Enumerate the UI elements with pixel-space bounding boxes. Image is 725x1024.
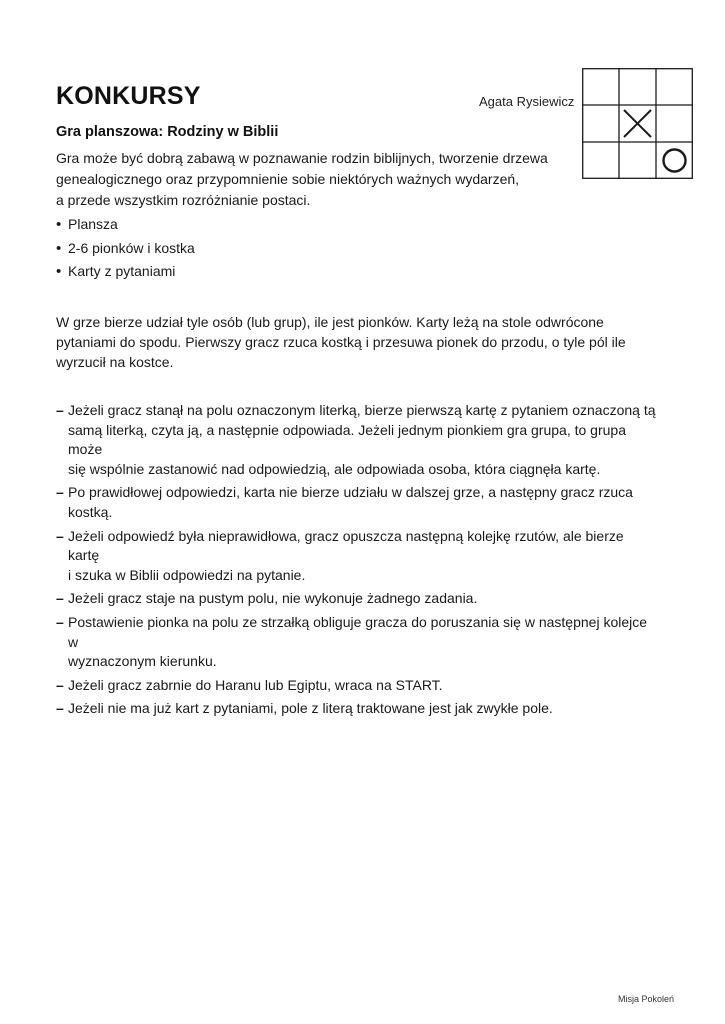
list-item: – Jeżeli odpowiedź była nieprawidłowa, gracz opuszcza następną kolejkę rzutów, ale bierze kartę i szuka w Biblii odpowiedzi na pytanie. xyxy=(56,527,656,586)
article-intro: Gra może być dobrą zabawą w poznawanie rodzin biblijnych, tworzenie drzewa genealogicznego oraz przypomnienie sobie niektórych ważnych wydarzeń, a przede wszystkim rozróżnianie postaci. xyxy=(56,150,548,208)
list-item: – Postawienie pionka na polu ze strzałką obliguje gracza do poruszania się w następnej kolejce w wyznaczonym kierunku. xyxy=(56,613,656,672)
list-item: – Jeżeli gracz zabrnie do Haranu lub Egiptu, wraca na START. xyxy=(56,676,656,696)
author-name: Agata Rysiewicz xyxy=(479,94,575,109)
section-title: KONKURSY xyxy=(56,82,201,110)
list-item: – Po prawidłowej odpowiedzi, karta nie bierze udziału w dalszej grze, a następny gracz rzuca kostką. xyxy=(56,483,656,522)
materials-list xyxy=(56,213,195,284)
list-item: • Plansza xyxy=(56,213,195,237)
cross-mark-icon xyxy=(624,110,651,137)
rules-intro: W grze bierze udział tyle osób (lub grup), ile jest pionków. Karty leżą na stole odwrócone pytaniami do spodu. Pierwszy gracz rzuca kostką i przesuwa pionek do przodu, o tyle pól ile wyrzucił na kostce. xyxy=(56,314,626,370)
list-item: • 2-6 pionków i kostka xyxy=(56,237,195,261)
article-title: Gra planszowa: Rodziny w Biblii xyxy=(56,124,279,140)
list-item: • Karty z pytaniami xyxy=(56,260,195,284)
list-item: – Jeżeli nie ma już kart z pytaniami, pole z literą traktowane jest jak zwykłe pole. xyxy=(56,699,656,719)
tic-tac-toe-grid-icon xyxy=(582,68,693,179)
rules-list xyxy=(56,401,656,723)
footer-text: Misja Pokoleń xyxy=(618,994,675,1004)
list-item: – Jeżeli gracz staje na pustym polu, nie wykonuje żadnego zadania. xyxy=(56,589,656,609)
list-item: – Jeżeli gracz stanął na polu oznaczonym literką, bierze pierwszą kartę z pytaniem oznaczoną tą samą literką, czyta ją, a następnie odpowiada. Jeżeli jednym pionkiem gra grupa, to grupa może się wspólnie zastanowić nad odpowiedzią, ale odpowiada osoba, która ciągnęła kartę. xyxy=(56,401,656,479)
circle-mark-icon xyxy=(664,150,686,172)
